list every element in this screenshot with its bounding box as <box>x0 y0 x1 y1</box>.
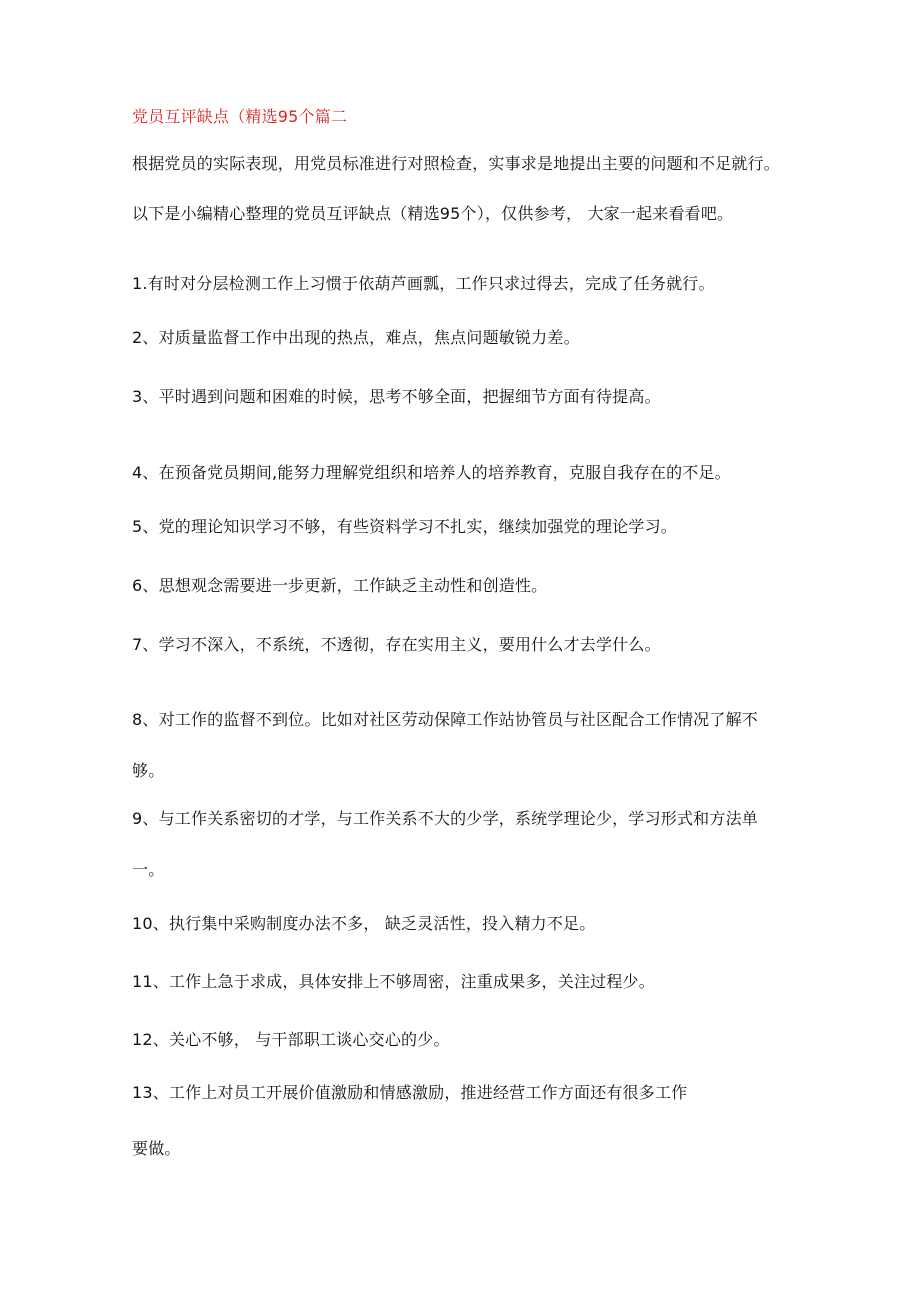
list-item: 8、对工作的监督不到位。比如对社区劳动保障工作站协管员与社区配合工作情况了解不 <box>132 710 758 729</box>
intro-line: 以下是小编精心整理的党员互评缺点（精选95个），仅供参考， 大家一起来看看吧。 <box>132 204 734 223</box>
list-item: 2、对质量监督工作中出现的热点，难点，焦点问题敏锐力差。 <box>132 328 580 347</box>
document-title: 党员互评缺点（精选95个篇二 <box>132 107 348 126</box>
list-item: 9、与工作关系密切的才学，与工作关系不大的少学，系统学理论少，学习形式和方法单 <box>132 809 758 828</box>
list-item: 7、学习不深入，不系统，不透彻，存在实用主义，要用什么才去学什么。 <box>132 635 661 654</box>
list-item: 1.有时对分层检测工作上习惯于依葫芦画瓢，工作只求过得去，完成了任务就行。 <box>132 274 715 293</box>
list-item: 3、平时遇到问题和困难的时候，思考不够全面，把握细节方面有待提高。 <box>132 387 661 406</box>
list-item-continuation: 一。 <box>132 860 165 879</box>
list-item: 6、思想观念需要进一步更新，工作缺乏主动性和创造性。 <box>132 576 548 595</box>
list-item: 12、关心不够， 与干部职工谈心交心的少。 <box>132 1030 450 1049</box>
list-item-continuation: 够。 <box>132 761 165 780</box>
list-item-continuation: 要做。 <box>132 1139 181 1158</box>
list-item: 10、执行集中采购制度办法不多， 缺乏灵活性，投入精力不足。 <box>132 914 596 933</box>
list-item: 11、工作上急于求成，具体安排上不够周密，注重成果多，关注过程少。 <box>132 972 655 991</box>
intro-line: 根据党员的实际表现，用党员标准进行对照检查，实事求是地提出主要的问题和不足就行。 <box>132 154 781 173</box>
list-item: 4、在预备党员期间,能努力理解党组织和培养人的培养教育，克服自我存在的不足。 <box>132 463 731 482</box>
list-item: 13、工作上对员工开展价值激励和情感激励，推进经营工作方面还有很多工作 <box>132 1083 688 1102</box>
list-item: 5、党的理论知识学习不够，有些资料学习不扎实，继续加强党的理论学习。 <box>132 517 677 536</box>
